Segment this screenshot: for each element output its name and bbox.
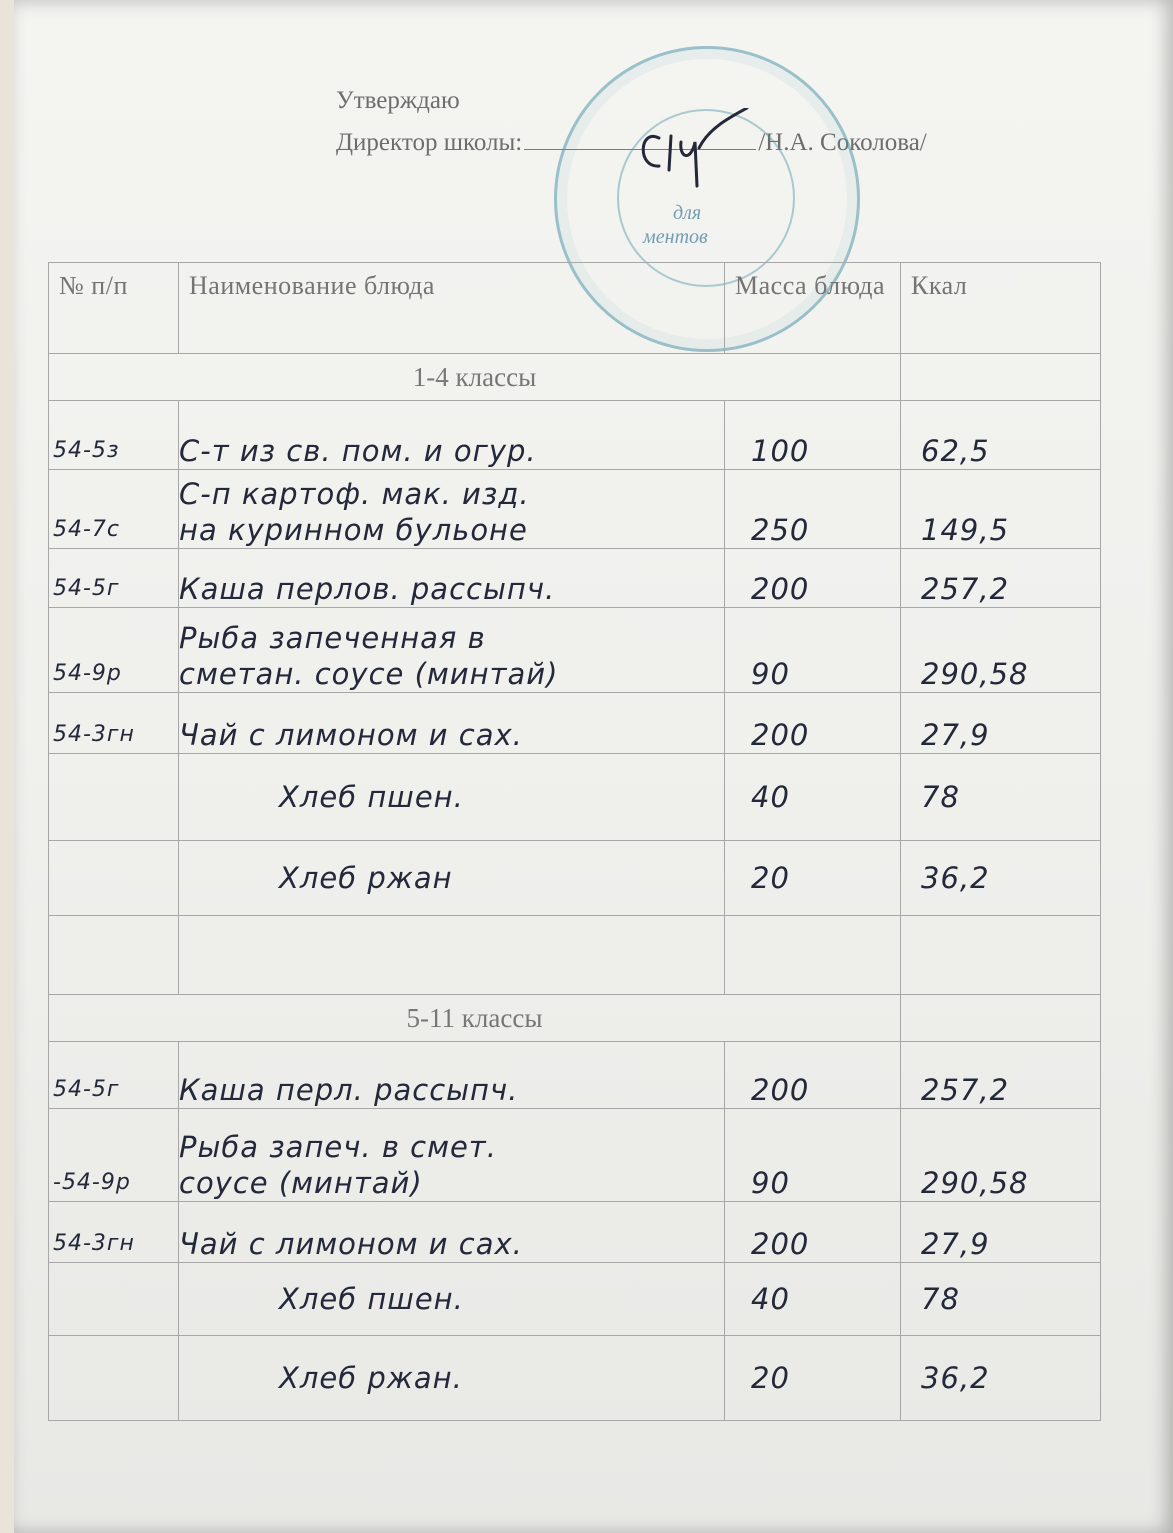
dish-mass: 40 — [725, 1263, 901, 1336]
director-signature — [629, 108, 749, 188]
dish-code: 54-7с — [49, 470, 179, 549]
seal-text — [643, 201, 708, 249]
dish-kcal: 27,9 — [901, 693, 1101, 754]
seal-text-line1: для — [673, 202, 702, 224]
dish-name: Хлеб ржан — [179, 841, 725, 916]
dish-name: С-т из св. пом. и огур. — [179, 401, 725, 470]
dish-name — [179, 608, 725, 693]
dish-code — [49, 754, 179, 841]
dish-mass: 20 — [725, 1336, 901, 1421]
dish-name: Хлеб ржан. — [179, 1336, 725, 1421]
dish-kcal: 290,58 — [901, 1109, 1101, 1202]
dish-mass: 200 — [725, 1042, 901, 1109]
dish-kcal: 78 — [901, 754, 1101, 841]
dish-kcal: 257,2 — [901, 1042, 1101, 1109]
table-row — [49, 549, 1101, 608]
dish-name-line1: Рыба запеч. в смет. — [179, 1130, 497, 1164]
dish-code — [49, 841, 179, 916]
dish-name: Чай с лимоном и сах. — [179, 1202, 725, 1263]
header-name: Наименование блюда — [179, 263, 725, 354]
table-row — [49, 1263, 1101, 1336]
dish-mass: 20 — [725, 841, 901, 916]
dish-name: Хлеб пшен. — [179, 1263, 725, 1336]
dish-mass: 200 — [725, 549, 901, 608]
header-num: № п/п — [49, 263, 179, 354]
dish-kcal: 290,58 — [901, 608, 1101, 693]
dish-mass: 250 — [725, 470, 901, 549]
section-row-1-4 — [49, 354, 1101, 401]
table-row — [49, 754, 1101, 841]
dish-name-line2: соусе (минтай) — [179, 1166, 423, 1200]
empty-cell — [901, 916, 1101, 995]
dish-name-line2: на куринном бульоне — [179, 513, 528, 547]
dish-mass: 90 — [725, 608, 901, 693]
dish-kcal: 149,5 — [901, 470, 1101, 549]
director-name: /Н.А. Соколова/ — [758, 129, 927, 156]
dish-name: Каша перлов. рассыпч. — [179, 549, 725, 608]
dish-mass: 40 — [725, 754, 901, 841]
table-row — [49, 693, 1101, 754]
approval-title: Утверждаю — [336, 87, 460, 114]
dish-code: -54-9р — [49, 1109, 179, 1202]
dish-code: 54-5г — [49, 549, 179, 608]
section-label: 1-4 классы — [49, 354, 901, 401]
dish-name: Чай с лимоном и сах. — [179, 693, 725, 754]
empty-cell — [725, 916, 901, 995]
table-row — [49, 1336, 1101, 1421]
menu-table — [48, 262, 1101, 1421]
header-mass: Масса блюда — [725, 263, 901, 354]
dish-kcal: 36,2 — [901, 1336, 1101, 1421]
section-label: 5-11 классы — [49, 995, 901, 1042]
dish-code: 54-5г — [49, 1042, 179, 1109]
table-row — [49, 1202, 1101, 1263]
director-label: Директор школы: — [336, 129, 523, 156]
dish-code — [49, 1263, 179, 1336]
header-row — [49, 263, 1101, 354]
dish-kcal: 27,9 — [901, 1202, 1101, 1263]
dish-code: 54-9р — [49, 608, 179, 693]
dish-name-line1: Рыба запеченная в — [179, 621, 486, 655]
dish-code: 54-3гн — [49, 1202, 179, 1263]
section-row-5-11 — [49, 995, 1101, 1042]
dish-kcal: 257,2 — [901, 549, 1101, 608]
dish-name-line2: сметан. соусе (минтай) — [179, 657, 559, 691]
dish-name: Каша перл. рассыпч. — [179, 1042, 725, 1109]
dish-mass: 200 — [725, 693, 901, 754]
table-row — [49, 1109, 1101, 1202]
empty-cell — [49, 916, 179, 995]
table-row — [49, 470, 1101, 549]
section-spacer — [901, 354, 1101, 401]
dish-name: Хлеб пшен. — [179, 754, 725, 841]
empty-row — [49, 916, 1101, 995]
dish-mass: 90 — [725, 1109, 901, 1202]
table-row — [49, 608, 1101, 693]
dish-kcal: 78 — [901, 1263, 1101, 1336]
dish-name-line1: С-п картоф. мак. изд. — [179, 477, 530, 511]
dish-mass: 100 — [725, 401, 901, 470]
dish-name — [179, 1109, 725, 1202]
empty-cell — [179, 916, 725, 995]
dish-name — [179, 470, 725, 549]
table-row — [49, 1042, 1101, 1109]
dish-code: 54-3гн — [49, 693, 179, 754]
dish-code: 54-5з — [49, 401, 179, 470]
paper-sheet — [14, 0, 1173, 1533]
dish-kcal: 62,5 — [901, 401, 1101, 470]
seal-text-line2: ментов — [643, 226, 708, 248]
table-row — [49, 401, 1101, 470]
dish-code — [49, 1336, 179, 1421]
dish-kcal: 36,2 — [901, 841, 1101, 916]
section-spacer — [901, 995, 1101, 1042]
table-row — [49, 841, 1101, 916]
header-kcal: Ккал — [901, 263, 1101, 354]
dish-mass: 200 — [725, 1202, 901, 1263]
